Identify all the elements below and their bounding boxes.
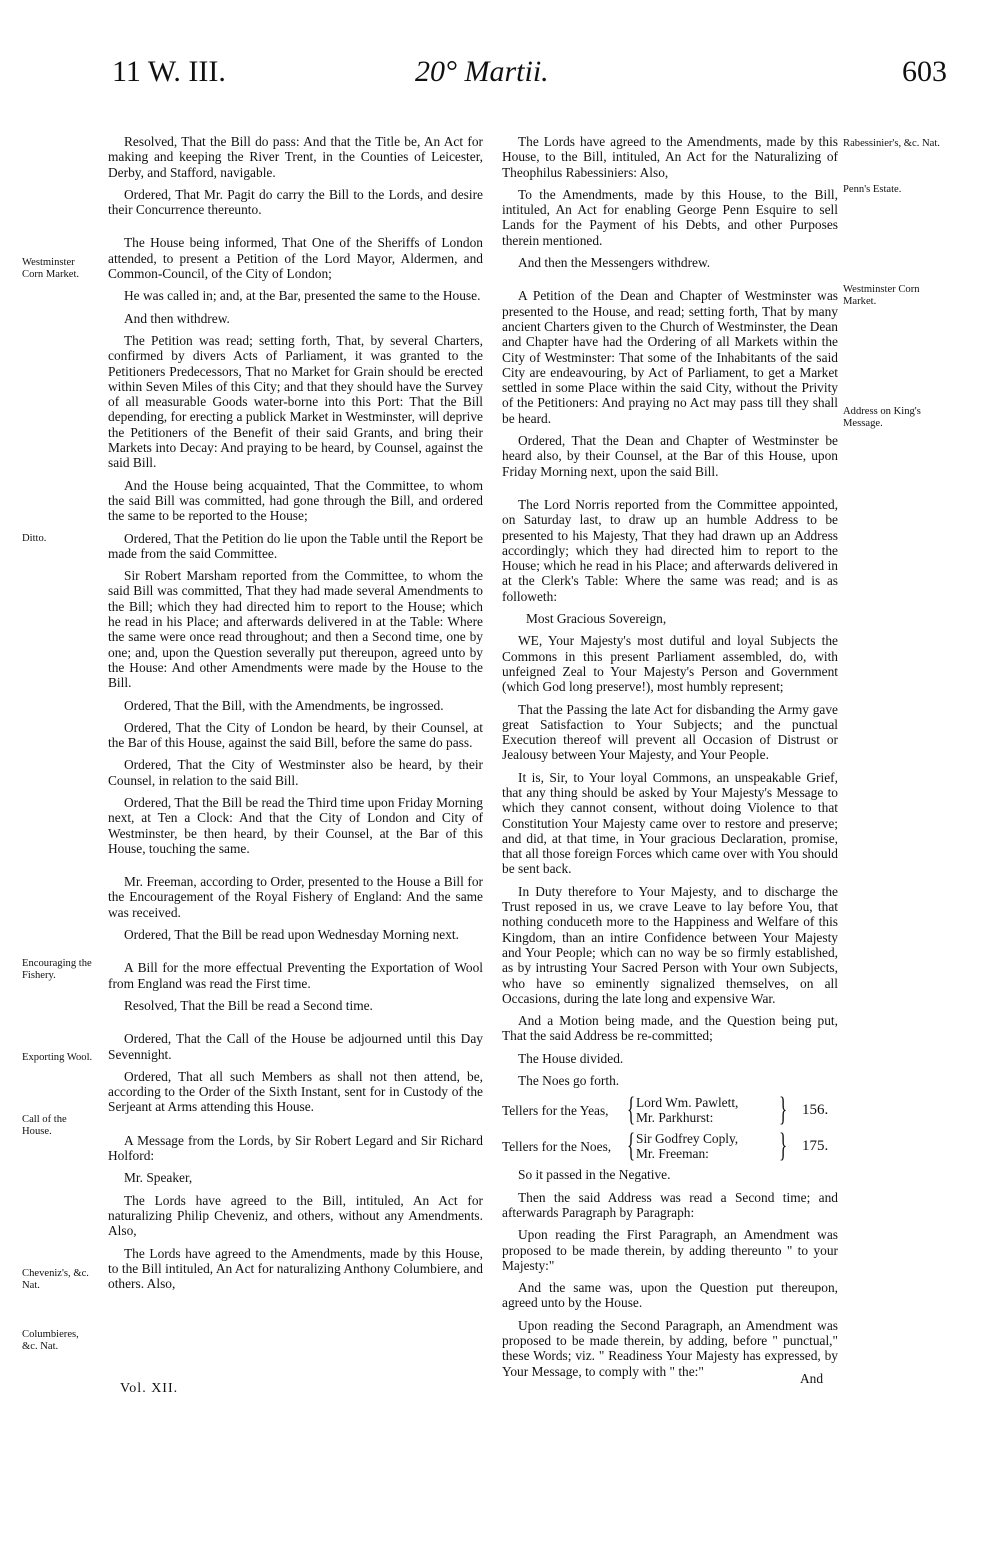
paragraph: The Petition was read; setting forth, That, by several Charters, confirmed by divers Acts of Parliament, it was granted to the Petitioners Predecessors, That no Market for Grain should be erected within Seven Miles of this City; and that they should have the Survey of all measurable Goods water-borne into this Port: That the Bill depending, for erecting a publick Market in Westminster, will deprive the Petitioners of the Benefit of their said Grants, and bring their Markets into Decay: And praying to be heard, by Counsel, against the said Bill.: [108, 332, 483, 471]
paragraph: The House being informed, That One of the Sheriffs of London attended, to present a Petition of the Lord Mayor, Aldermen, and Common-Council, of the City of London;: [108, 235, 483, 282]
paragraph: In Duty therefore to Your Majesty, and to discharge the Trust reposed in us, we crave Leave to lay before You, that nothing conduceth more to the Happiness and Welfare of this Kingdom, than an intire Confidence between Your Majesty and Your People; which can no way be so firmly established, as by intrusting Your Sacred Person with Your own Subjects, who have so eminently signalized themselves, on all Occasions, during the late long and expensive War.: [502, 883, 838, 1006]
paragraph: Ordered, That the Call of the House be adjourned until this Day Sevennight.: [108, 1031, 483, 1062]
brace: }: [779, 1091, 788, 1129]
paragraph: And the same was, upon the Question put thereupon, agreed unto by the House.: [502, 1280, 838, 1311]
paragraph: Upon reading the First Paragraph, an Amendment was proposed to be made therein, by adding thereunto " to your Majesty:": [502, 1227, 838, 1273]
vote-count: 156.: [802, 1101, 829, 1118]
margin-note: Cheveniz's, &c. Nat.: [22, 1268, 89, 1292]
paragraph: Ordered, That the City of Westminster also be heard, by their Counsel, in relation to the said Bill.: [108, 757, 483, 788]
header-date: 20° Martii.: [415, 55, 549, 88]
teller-name: Mr. Freeman:: [636, 1146, 709, 1162]
paragraph: Ordered, That the Bill be read upon Wednesday Morning next.: [124, 927, 459, 943]
vote-count: 175.: [802, 1137, 829, 1154]
catchword: And: [800, 1371, 824, 1386]
margin-note: Columbieres, &c. Nat.: [22, 1329, 79, 1353]
paragraph: Mr. Freeman, according to Order, presented to the House a Bill for the Encouragement of the Royal Fishery of England: And the same was received.: [108, 874, 483, 920]
tellers-yeas: [502, 1091, 838, 1129]
paragraph: That the Passing the late Act for disbanding the Army gave great Satisfaction to Your Subjects; and the punctual Execution thereof will prevent all Occasion of Distrust or Jealousy between Your Majesty, and Your People.: [502, 701, 838, 763]
paragraph: The Lord Norris reported from the Committee appointed, on Saturday last, to draw up an humble Address to be presented to his Majesty, That they had drawn up an Address accordingly; which they had directed him to report to the House; which he read in his Place; and afterwards delivered in at the Clerk's Table: Where the same was read; and is as followeth:: [502, 496, 838, 604]
margin-note: Call of the House.: [22, 1114, 67, 1138]
margin-note: Ditto.: [22, 533, 47, 544]
paragraph: Upon reading the Second Paragraph, an Amendment was proposed to be made therein, by adding, before " punctual," these Words; viz. " Readiness Your Majesty has expressed, by Your Message, to comply with " the:": [502, 1317, 838, 1379]
tellers-noes: [502, 1127, 838, 1165]
paragraph: Ordered, That Mr. Pagit do carry the Bill to the Lords, and desire their Concurrence thereunto.: [108, 186, 483, 218]
paragraph: Ordered, That the Bill, with the Amendments, be ingrossed.: [124, 697, 444, 713]
paragraph: Resolved, That the Bill do pass: And that the Title be, An Act for making and keeping the River Trent, in the Counties of Leicester, Derby, and Stafford, navigable.: [108, 134, 483, 180]
paragraph: And a Motion being made, and the Question being put, That the said Address be re-committed;: [502, 1013, 838, 1044]
teller-name: Lord Wm. Pawlett,: [636, 1095, 739, 1111]
paragraph: The House divided.: [518, 1050, 624, 1066]
brace: {: [627, 1127, 636, 1165]
paragraph: Ordered, That the Petition do lie upon the Table until the Report be made from the said Committee.: [108, 530, 483, 561]
paragraph: WE, Your Majesty's most dutiful and loyal Subjects the Commons in this present Parliament assembled, do, with unfeigned Zeal to Your Majesty's Person and Government (which God long preserve!), most humbly represent;: [502, 633, 838, 695]
right-column: [502, 134, 838, 1386]
margin-note: Encouraging the Fishery.: [22, 958, 92, 982]
paragraph: Resolved, That the Bill be read a Second time.: [124, 997, 373, 1013]
paragraph: To the Amendments, made by this House, to the Bill, intituled, An Act for enabling George Penn Esquire to sell Lands for the Payment of his Debts, and other Purposes therein mentioned.: [502, 186, 838, 248]
paragraph: Ordered, That all such Members as shall not then attend, be, according to the Order of the Sixth Instant, sent for in Custody of the Serjeant at Arms attending this House.: [108, 1068, 483, 1115]
paragraph: The Noes go forth.: [518, 1073, 620, 1089]
paragraph: Sir Robert Marsham reported from the Committee, to whom the said Bill was committed, That they had made several Amendments to the Bill; which they had directed him to report to the House; which he read in his Place; and afterwards delivered in at the Table: Where the same were once read throughout; and then a Second time, one by one; and, upon the Question severally put thereupon, agreed unto by the House: And other Amendments were made by the House to the Bill.: [108, 568, 483, 691]
paragraph: He was called in; and, at the Bar, presented the same to the House.: [124, 288, 481, 304]
paragraph: Mr. Speaker,: [124, 1170, 193, 1186]
paragraph: So it passed in the Negative.: [518, 1167, 671, 1183]
paragraph: A Bill for the more effectual Preventing the Exportation of Wool from England was read the First time.: [108, 960, 483, 991]
paragraph: And then the Messengers withdrew.: [518, 255, 711, 271]
page-number: 603: [902, 55, 947, 88]
paragraph: It is, Sir, to Your loyal Commons, an unspeakable Grief, that any thing should be asked by Your Majesty's Message to which they cannot consent, without doing Violence to that Constitution Your Majesty came over to restore and preserve; and did, at that time, in Your gracious Declaration, promise, that all those foreign Forces which came over with You should be sent back.: [502, 769, 838, 877]
margin-note: Address on King's Message.: [843, 406, 921, 430]
header-regnal-year: 11 W. III.: [112, 55, 226, 88]
left-column: [108, 134, 483, 1298]
teller-name: Sir Godfrey Coply,: [636, 1131, 739, 1147]
paragraph: A Petition of the Dean and Chapter of Westminster was presented to the House, and read; setting forth, That by many ancient Charters given to the Church of Westminster, the Dean and Chapter have had the Ordering of all Markets within the City of Westminster: That some of the Inhabitants of the said City are endeavouring, by Act of Parliament, to get a Market settled in some Place within the said City, without the Privity of the Petitioners: And praying no Act may pass till they shall be heard.: [502, 288, 838, 426]
volume-footer: Vol. XII.: [120, 1381, 179, 1396]
margin-note: Westminster Corn Market.: [843, 284, 920, 308]
margin-note: Exporting Wool.: [22, 1052, 93, 1063]
tellers-names: [636, 1131, 776, 1161]
paragraph: And the House being acquainted, That the Committee, to whom the said Bill was committed, had gone through the Bill, and ordered the same to be reported to the House;: [108, 477, 483, 524]
paragraph: Ordered, That the City of London be heard, by their Counsel, at the Bar of this House, against the said Bill, before the same do pass.: [108, 719, 483, 751]
margin-note: Rabessinier's, &c. Nat.: [843, 138, 940, 149]
margin-note: Westminster Corn Market.: [22, 257, 80, 281]
paragraph: The Lords have agreed to the Amendments, made by this House, to the Bill, intituled, An Act for the Naturalizing of Theophilus Rabessiniers: Also,: [502, 134, 838, 180]
tellers-names: [636, 1095, 776, 1125]
tellers-label: Tellers for the Yeas,: [502, 1102, 609, 1118]
paragraph: Then the said Address was read a Second time; and afterwards Paragraph by Paragraph:: [502, 1189, 838, 1220]
paragraph: The Lords have agreed to the Amendments, made by this House, to the Bill intituled, An Act for naturalizing Anthony Columbiere, and others. Also,: [108, 1245, 483, 1292]
tellers-label: Tellers for the Noes,: [502, 1138, 612, 1154]
teller-name: Mr. Parkhurst:: [636, 1110, 714, 1126]
paragraph: A Message from the Lords, by Sir Robert Legard and Sir Richard Holford:: [108, 1132, 483, 1164]
paragraph: Ordered, That the Dean and Chapter of Westminster be heard also, by their Counsel, at the Bar of this House, upon Friday Morning next, upon the said Bill.: [502, 433, 838, 479]
brace: {: [627, 1091, 636, 1129]
address-salutation: Most Gracious Sovereign,: [526, 611, 667, 627]
paragraph: Ordered, That the Bill be read the Third time upon Friday Morning next, at Ten a Clock: And that the City of London and City of Westminster, be then heard, by their Counsel, at the Bar of this House, touching the same.: [108, 794, 483, 856]
margin-note: Penn's Estate.: [843, 184, 902, 195]
paragraph: And then withdrew.: [124, 310, 230, 326]
paragraph: The Lords have agreed to the Bill, intituled, An Act for naturalizing Philip Cheveniz, and others, without any Amendments. Also,: [108, 1192, 483, 1239]
brace: }: [779, 1127, 788, 1165]
